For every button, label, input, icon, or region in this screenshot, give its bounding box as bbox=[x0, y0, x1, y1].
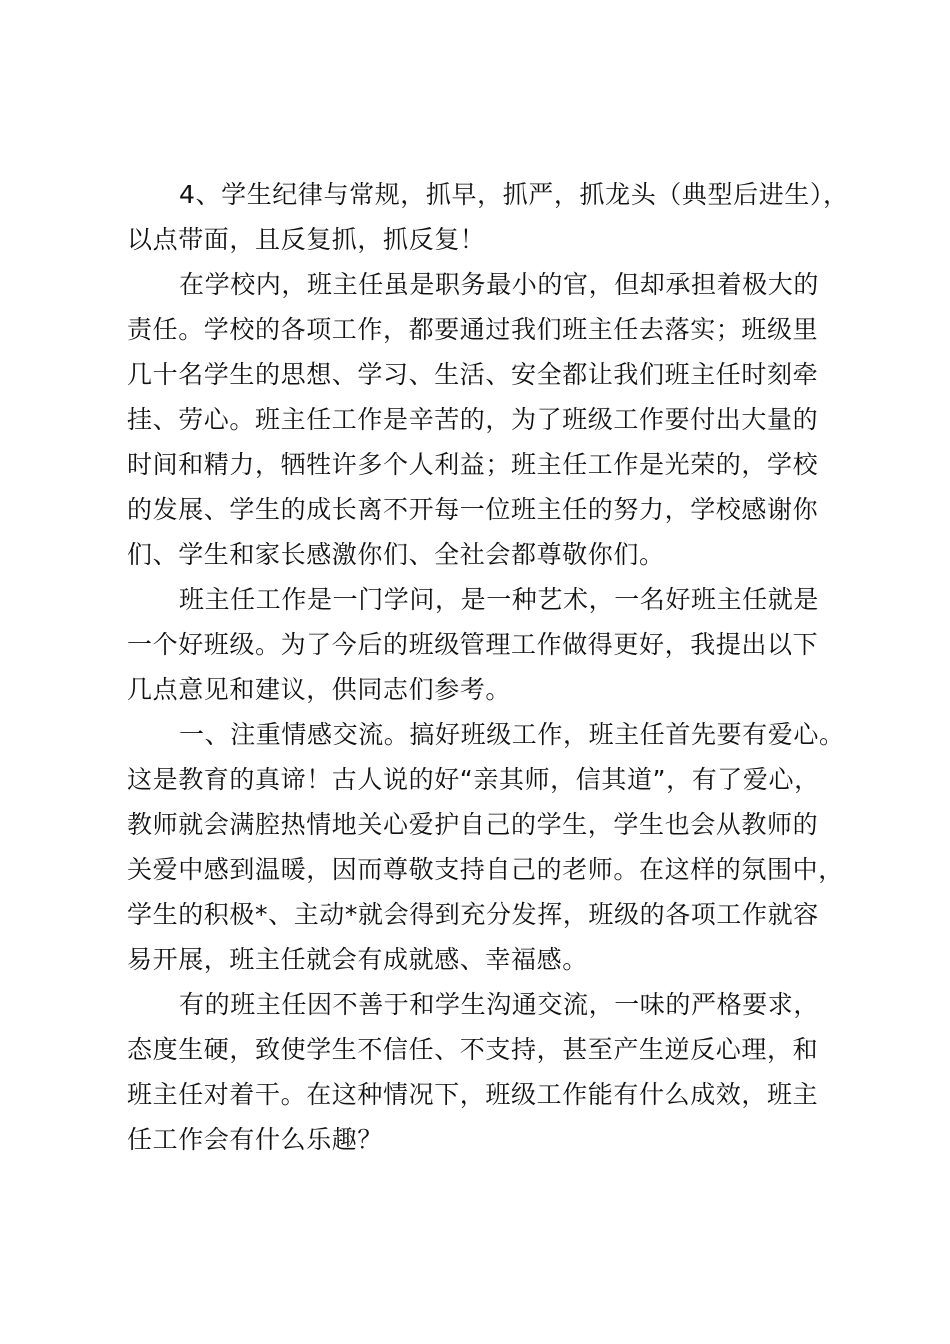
paragraph-line: 班主任对着干。在这种情况下，班级工作能有什么成效，班主 bbox=[127, 1080, 819, 1109]
paragraph-line: 以点带面，且反复抓，抓反复！ bbox=[127, 225, 486, 254]
paragraph-4 bbox=[127, 712, 851, 982]
paragraph-line: 几十名学生的思想、学习、生活、安全都让我们班主任时刻牵 bbox=[127, 360, 819, 389]
paragraph-line: 教师就会满腔热情地关心爱护自己的学生，学生也会从教师的 bbox=[127, 810, 819, 839]
paragraph-line: 挂、劳心。班主任工作是辛苦的，为了班级工作要付出大量的 bbox=[127, 405, 819, 434]
paragraph-line: 易开展，班主任就会有成就感、幸福感。 bbox=[127, 945, 588, 974]
paragraph-line: 有的班主任因不善于和学生沟通交流，一味的严格要求， bbox=[179, 990, 820, 1019]
paragraph-line: 学生的积极*、主动*就会得到充分发挥，班级的各项工作就容 bbox=[127, 900, 819, 929]
paragraph-line: 一、注重情感交流。搞好班级工作，班主任首先要有爱心。 bbox=[179, 720, 845, 749]
paragraph-line: 一个好班级。为了今后的班级管理工作做得更好，我提出以下 bbox=[127, 630, 819, 659]
paragraph-line: 在学校内，班主任虽是职务最小的官，但却承担着极大的 bbox=[179, 270, 820, 299]
paragraph-line: 几点意见和建议，供同志们参考。 bbox=[127, 675, 512, 704]
paragraph-line: 的发展、学生的成长离不开每一位班主任的努力，学校感谢你 bbox=[127, 495, 819, 524]
paragraph-line: 4、学生纪律与常规，抓早，抓严，抓龙头（典型后进生）， bbox=[179, 180, 849, 209]
paragraph-line: 态度生硬，致使学生不信任、不支持，甚至产生逆反心理，和 bbox=[127, 1035, 819, 1064]
paragraph-1 bbox=[127, 172, 851, 262]
paragraph-3 bbox=[127, 577, 851, 712]
paragraph-line: 时间和精力，牺牲许多个人利益；班主任工作是光荣的，学校 bbox=[127, 450, 819, 479]
paragraph-line: 班主任工作是一门学问，是一种艺术，一名好班主任就是 bbox=[179, 585, 820, 614]
paragraph-line: 任工作会有什么乐趣？ bbox=[127, 1125, 384, 1154]
paragraph-line: 关爱中感到温暖，因而尊敬支持自己的老师。在这样的氛围中， bbox=[127, 855, 844, 884]
paragraph-5 bbox=[127, 982, 851, 1162]
document-body bbox=[127, 172, 851, 1162]
paragraph-2 bbox=[127, 262, 851, 577]
paragraph-line: 们、学生和家长感激你们、全社会都尊敬你们。 bbox=[127, 540, 665, 569]
paragraph-line: 责任。学校的各项工作，都要通过我们班主任去落实；班级里 bbox=[127, 315, 819, 344]
paragraph-line: 这是教育的真谛！古人说的好“亲其师，信其道”，有了爱心， bbox=[127, 765, 820, 794]
